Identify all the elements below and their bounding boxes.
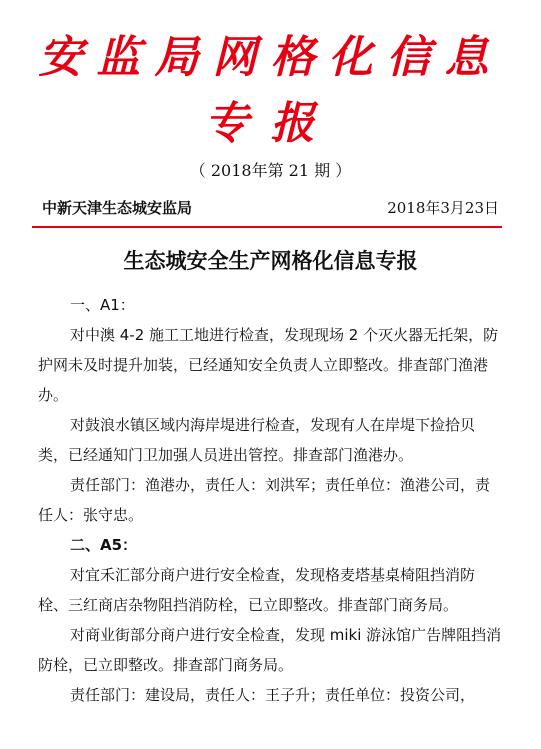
banner-title: 安监局网格化信息 [38,32,503,83]
red-divider [32,226,502,228]
paragraph: 对鼓浪水镇区域内海岸堤进行检查，发现有人在岸堤下捡拾贝类，已经通知门卫加强人员进出管控。排查部门渔港办。 [38,416,476,464]
section-heading: 二、A5： [70,536,138,554]
document-body [38,290,502,710]
issue-number: （ 2018年第 21 期 ） [189,161,352,180]
paragraph: 对商业街部分商户进行安全检查，发现 miki 游泳馆广告牌阻挡消防栓，已立即整改。排查部门商务局。 [38,626,502,674]
issuing-organization: 中新天津生态城安监局 [42,199,193,217]
meta-row [42,198,499,218]
paragraph: 对宜禾汇部分商户进行安全检查，发现格麦塔基桌椅阻挡消防栓、三红商店杂物阻挡消防栓，已立即整改。排查部门商务局。 [38,566,476,614]
document-title: 生态城安全生产网格化信息专报 [123,248,418,273]
paragraph: 对中澳 4-2 施工工地进行检查，发现现场 2 个灭火器无托架，防护网未及时提升加装，已经通知安全负责人立即整改。排查部门渔港办。 [38,326,499,404]
section-heading: 一、A1： [70,296,135,314]
banner-subtitle: 专报 [204,98,337,149]
responsibility-paragraph: 责任部门：渔港办，责任人：刘洪军；责任单位：渔港公司，责任人：张守忠。 [38,476,491,524]
responsibility-paragraph: 责任部门：建设局，责任人：王子升；责任单位：投资公司， [70,686,476,704]
issue-date: 2018年3月23日 [387,199,499,217]
